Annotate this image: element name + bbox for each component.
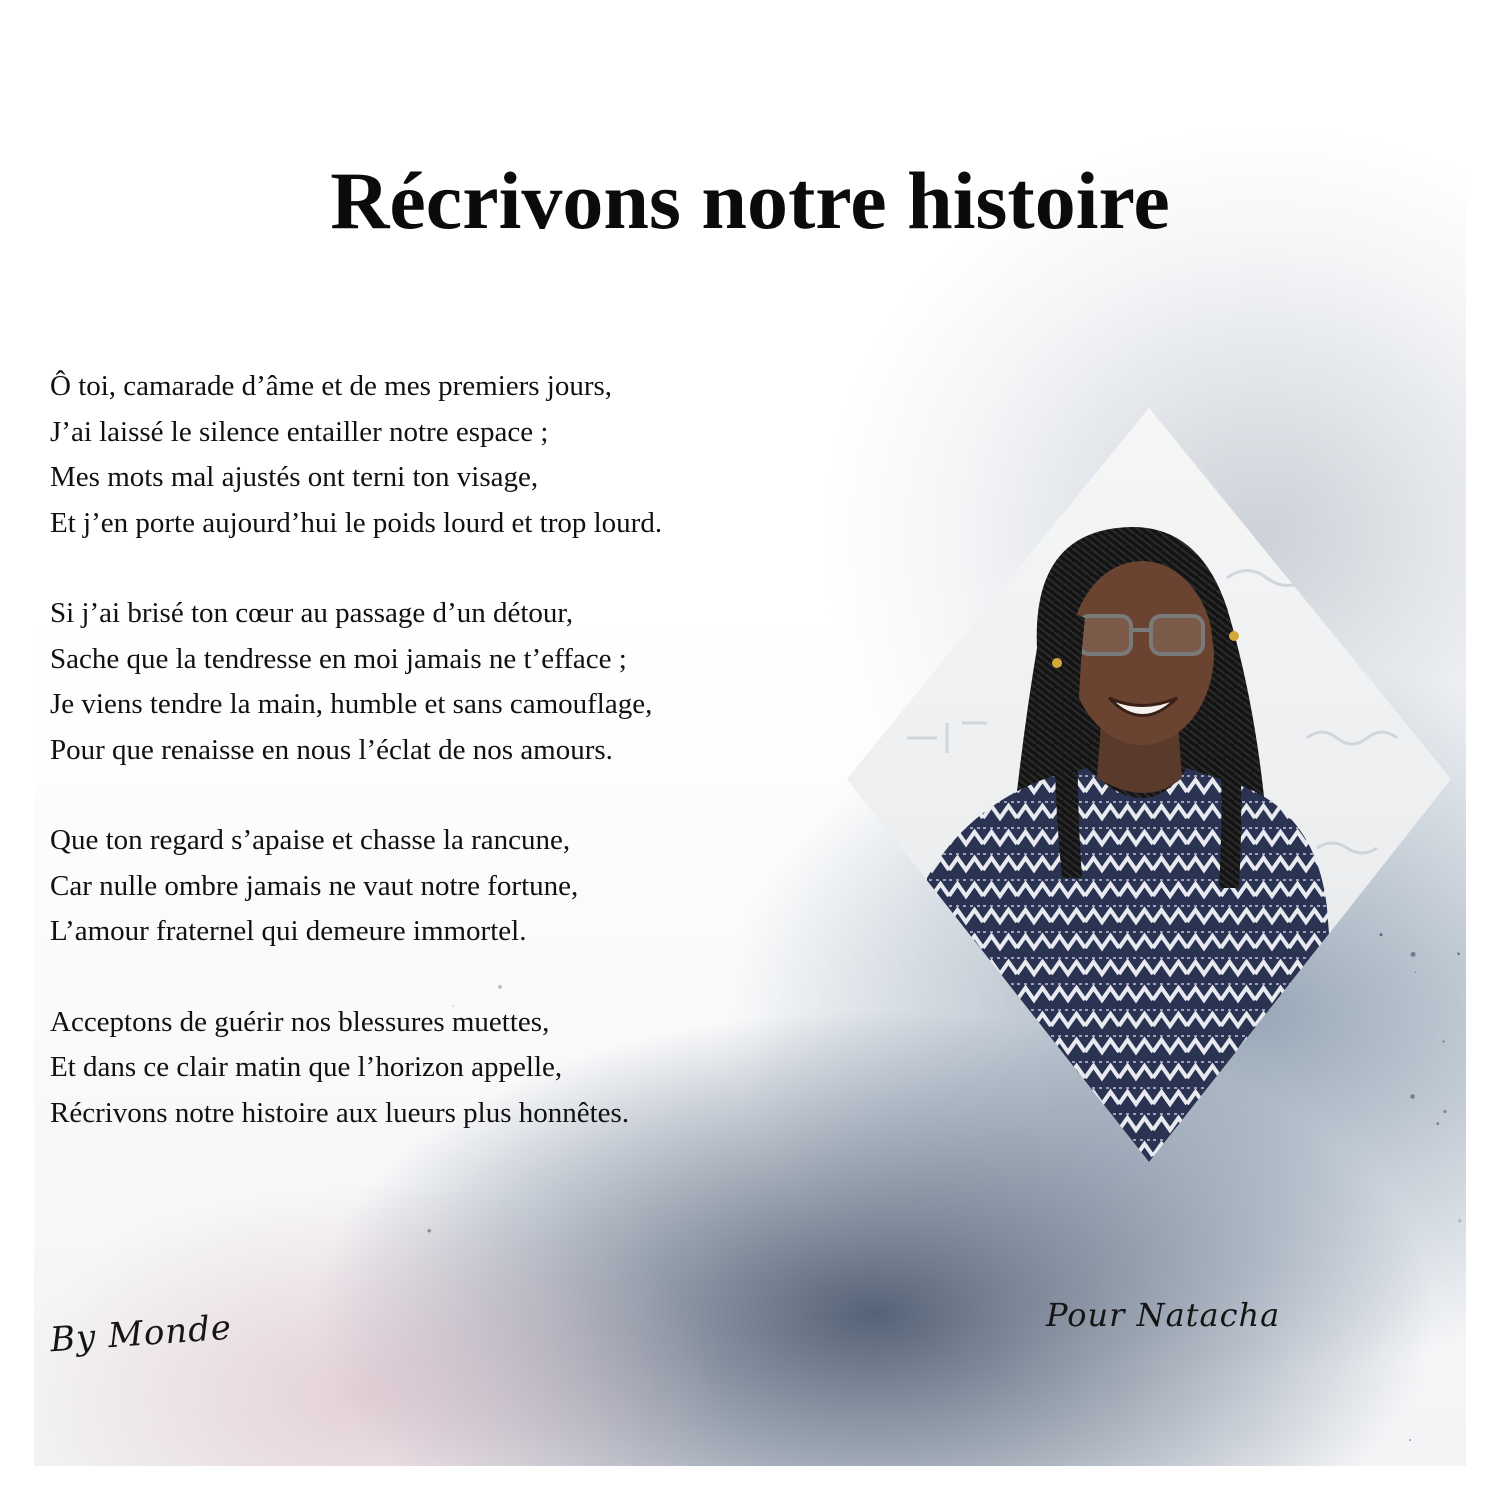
stanza-2 [50,591,850,773]
author-signature: By Monde [48,1307,234,1361]
dedication-signature: Pour Natacha [1046,1296,1281,1334]
shirt-shape [907,768,1347,1162]
poem-line: Que ton regard s’apaise et chasse la rancune, [50,824,571,856]
ink-speck [427,1229,430,1232]
poem-line: J’ai laissé le silence entailler notre espace ; [50,415,549,448]
portrait-diamond-frame [847,408,1451,1162]
poem-line: Car nulle ombre jamais ne vaut notre fortune, [50,869,579,902]
ink-speck [1458,1219,1461,1222]
ink-speck [1415,972,1416,973]
poem-line: Sache que la tendresse en moi jamais ne t’efface ; [50,642,627,675]
poem-body [50,364,850,1181]
ink-speck [1410,1094,1414,1098]
poem-line: Pour que renaisse en nous l’éclat de nos amours. [50,733,613,766]
poem-title: Récrivons notre histoire [330,155,1170,246]
stanza-1 [50,364,850,546]
ink-speck [1443,1040,1445,1042]
poem-line: Mes mots mal ajustés ont terni ton visage, [50,461,539,493]
ink-speck [1457,953,1460,956]
poem-line: Si j’ai brisé ton cœur au passage d’un détour, [50,597,574,629]
hair-bead [1052,658,1062,668]
ink-speck [1443,1110,1446,1113]
stanza-3 [50,818,850,955]
portrait-photo-icon [847,408,1451,1162]
ink-speck [1411,952,1416,957]
poem-line: Et dans ce clair matin que l’horizon appelle, [50,1051,563,1083]
ink-speck [1409,1439,1411,1441]
hair-bead [1229,631,1239,641]
ink-speck [1436,1122,1439,1125]
poem-line: Acceptons de guérir nos blessures muettes, [50,1005,550,1038]
poem-card [34,34,1466,1466]
poem-line: Je viens tendre la main, humble et sans camouflage, [50,688,653,720]
stanza-4 [50,1000,850,1137]
poem-line: Ô toi, camarade d’âme et de mes premiers jours, [50,370,613,402]
poem-line: Et j’en porte aujourd’hui le poids lourd et trop lourd. [50,506,663,539]
poem-line: L’amour fraternel qui demeure immortel. [50,915,527,947]
ink-speck [1380,933,1383,936]
poem-line: Récrivons notre histoire aux lueurs plus honnêtes. [50,1096,630,1129]
